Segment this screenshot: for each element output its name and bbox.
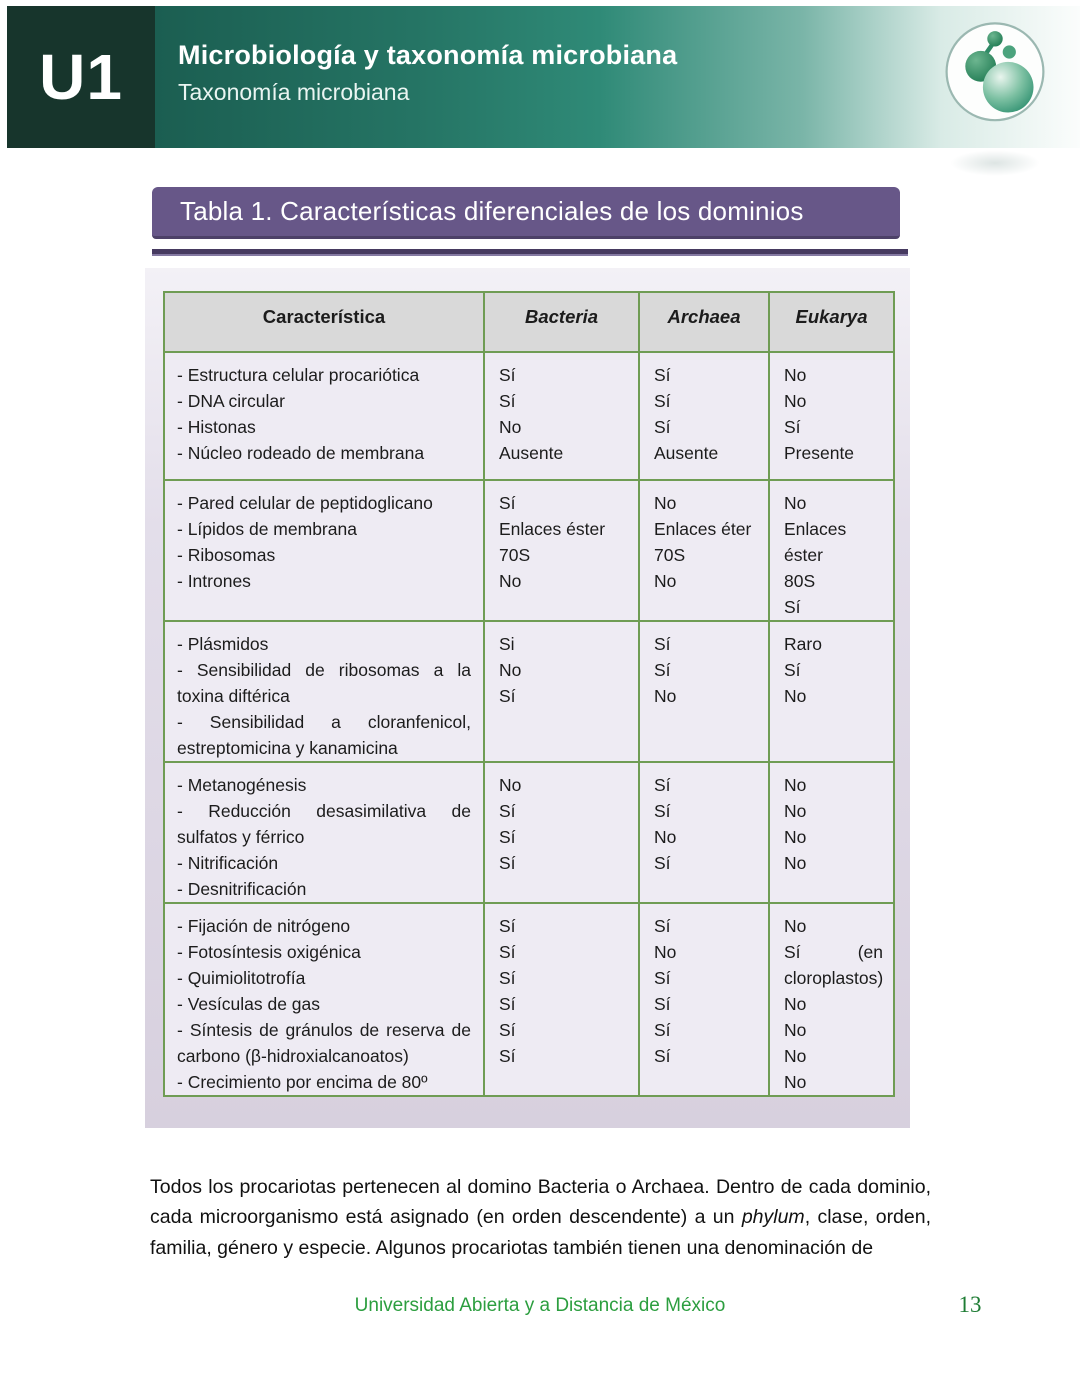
cell-line: - Desnitrificación xyxy=(177,879,307,899)
column-header-bacteria: Bacteria xyxy=(484,292,639,352)
table-header xyxy=(164,292,894,352)
cell-eukarya xyxy=(769,480,894,621)
cell-line: Sí xyxy=(499,686,516,706)
cell-line: - Estructura celular procariótica xyxy=(177,365,420,385)
cell-line: Enlaces éster xyxy=(784,519,847,565)
cell-line: No xyxy=(654,827,677,847)
cell-line: No xyxy=(499,417,522,437)
table-title-bar xyxy=(152,187,900,239)
cell-line: No xyxy=(499,660,522,680)
cell-line: Si xyxy=(499,634,515,654)
cell-line: - Núcleo rodeado de membrana xyxy=(177,443,425,463)
cell-bacteria xyxy=(484,480,639,621)
paragraph-part1: Todos los procariotas pertenecen al domino Bacteria o Archaea. Dentro de cada dominio, cada microorganismo está asignado (en orden descendente) a un xyxy=(150,1175,931,1228)
cell-line: Sí xyxy=(499,391,516,411)
cell-line: Sí xyxy=(784,660,801,680)
cell-line: Sí xyxy=(499,968,516,988)
cell-line: No xyxy=(784,493,807,513)
cell-eukarya xyxy=(769,621,894,762)
cell-eukarya xyxy=(769,352,894,480)
cell-bacteria xyxy=(484,762,639,903)
table-row xyxy=(164,352,894,480)
cell-line: No xyxy=(784,686,807,706)
cell-line: - Nitrificación xyxy=(177,853,279,873)
cell-line: No xyxy=(784,775,807,795)
cell-line: Sí xyxy=(654,1046,671,1066)
cell-characteristic xyxy=(164,352,484,480)
course-subtitle: Taxonomía microbiana xyxy=(178,79,410,105)
cell-line: - Pared celular de peptidoglicano xyxy=(177,493,433,513)
cell-line: - Vesículas de gas xyxy=(177,994,320,1014)
cell-line: Sí xyxy=(654,968,671,988)
cell-line: 70S xyxy=(654,545,686,565)
cell-line: 70S xyxy=(499,545,531,565)
cell-line: Sí xyxy=(654,391,671,411)
cell-line: - Fijación de nitrógeno xyxy=(177,916,351,936)
cell-line: Sí xyxy=(654,365,671,385)
cell-line: Sí xyxy=(654,994,671,1014)
molecule-cells-icon xyxy=(940,16,1050,132)
cell-line: - Intrones xyxy=(177,571,251,591)
paragraph-italic-term: phylum xyxy=(741,1206,805,1228)
cell-line: Enlaces éster xyxy=(499,519,606,539)
page-number: 13 xyxy=(958,1292,982,1317)
table-body xyxy=(164,352,894,1096)
column-header-eukarya: Eukarya xyxy=(769,292,894,352)
unit-code: U1 xyxy=(39,41,123,113)
cell-line: Sí xyxy=(654,660,671,680)
table-row xyxy=(164,903,894,1096)
cell-line: - Lípidos de membrana xyxy=(177,519,357,539)
cell-line: Sí xyxy=(499,916,516,936)
cell-line: Ausente xyxy=(499,443,564,463)
page-header xyxy=(0,0,1080,148)
cell-line: No xyxy=(784,1020,807,1040)
title-underline xyxy=(152,249,908,256)
cell-line: Sí xyxy=(499,493,516,513)
table-row xyxy=(164,621,894,762)
cell-line: - Metanogénesis xyxy=(177,775,307,795)
cell-line: Sí xyxy=(654,1020,671,1040)
cell-line: No xyxy=(784,853,807,873)
paragraph-part2: , clase, orden, familia, género y especie. Algunos procariotas también tienen una denominación de xyxy=(150,1206,932,1259)
cell-line: No xyxy=(654,493,677,513)
cell-line: - Histonas xyxy=(177,417,256,437)
cell-line: Sí xyxy=(499,365,516,385)
cell-line: Sí xyxy=(654,853,671,873)
cell-line: No xyxy=(654,686,677,706)
cell-line: No xyxy=(654,942,677,962)
cell-bacteria xyxy=(484,621,639,762)
cell-line: No xyxy=(654,571,677,591)
cell-line: Sí xyxy=(654,634,671,654)
cell-line: Sí xyxy=(499,1046,516,1066)
cell-line: Presente xyxy=(784,443,855,463)
cell-line: Sí xyxy=(654,775,671,795)
cell-line: - Crecimiento por encima de 80º xyxy=(177,1072,428,1092)
column-header-archaea: Archaea xyxy=(639,292,769,352)
body-paragraph xyxy=(150,1172,931,1264)
cell-line: - Quimiolitotrofía xyxy=(177,968,306,988)
table-row xyxy=(164,480,894,621)
cell-line: No xyxy=(784,916,807,936)
cell-line: No xyxy=(784,994,807,1014)
cell-archaea xyxy=(639,480,769,621)
cell-line: No xyxy=(499,571,522,591)
column-header-caracteristica: Característica xyxy=(164,292,484,352)
cell-line: No xyxy=(784,1072,807,1092)
cell-characteristic xyxy=(164,762,484,903)
cell-bacteria xyxy=(484,903,639,1096)
cell-line: Sí xyxy=(499,827,516,847)
cell-bacteria xyxy=(484,352,639,480)
cell-line: Sí xyxy=(784,597,801,617)
cell-archaea xyxy=(639,903,769,1096)
cell-line: Sí xyxy=(499,853,516,873)
cell-eukarya xyxy=(769,762,894,903)
cell-eukarya xyxy=(769,903,894,1096)
cell-line: Sí xyxy=(654,801,671,821)
cell-line: Sí xyxy=(499,1020,516,1040)
unit-block xyxy=(7,6,155,148)
cell-line: No xyxy=(784,391,807,411)
cell-line: Raro xyxy=(784,634,822,654)
cell-line: - Ribosomas xyxy=(177,545,276,565)
cell-line: Sí xyxy=(499,942,516,962)
cell-characteristic xyxy=(164,621,484,762)
cell-line: No xyxy=(784,1046,807,1066)
cell-archaea xyxy=(639,621,769,762)
cell-line: Enlaces éter xyxy=(654,519,752,539)
cell-line: - Fotosíntesis oxigénica xyxy=(177,942,361,962)
cell-line: No xyxy=(499,775,522,795)
cell-line: Sí xyxy=(499,994,516,1014)
cell-line: Sí xyxy=(654,417,671,437)
cell-line: - Sensibilidad a cloranfenicol, estreptomicina y kanamicina xyxy=(177,712,471,758)
cell-line: Ausente xyxy=(654,443,719,463)
course-title: Microbiología y taxonomía microbiana xyxy=(178,40,678,70)
cell-line: Sí xyxy=(784,417,801,437)
cell-line: 80S xyxy=(784,571,816,591)
cell-line: Sí xyxy=(654,916,671,936)
cell-characteristic xyxy=(164,480,484,621)
header-row xyxy=(164,292,894,352)
cell-line: No xyxy=(784,365,807,385)
logo-reflection xyxy=(950,150,1040,176)
cell-line: No xyxy=(784,827,807,847)
cell-line: - Reducción desasimilativa de sulfatos y férrico xyxy=(177,801,471,847)
cell-line: No xyxy=(784,801,807,821)
cell-line: - Síntesis de gránulos de reserva de carbono (β-hidroxialcanoatos) xyxy=(177,1020,471,1066)
cell-line: Sí (en cloroplastos) xyxy=(784,942,884,988)
cell-line: - Sensibilidad de ribosomas a la toxina diftérica xyxy=(177,660,471,706)
cell-archaea xyxy=(639,352,769,480)
cell-characteristic xyxy=(164,903,484,1096)
header-texts xyxy=(178,40,677,106)
cell-line: - DNA circular xyxy=(177,391,285,411)
footer-institution: Universidad Abierta y a Distancia de México xyxy=(354,1295,726,1316)
cell-archaea xyxy=(639,762,769,903)
domains-comparison-table xyxy=(163,291,895,1097)
table-title: Tabla 1. Características diferenciales de los dominios xyxy=(180,196,804,226)
cell-line: - Plásmidos xyxy=(177,634,269,654)
table-row xyxy=(164,762,894,903)
cell-line: Sí xyxy=(499,801,516,821)
